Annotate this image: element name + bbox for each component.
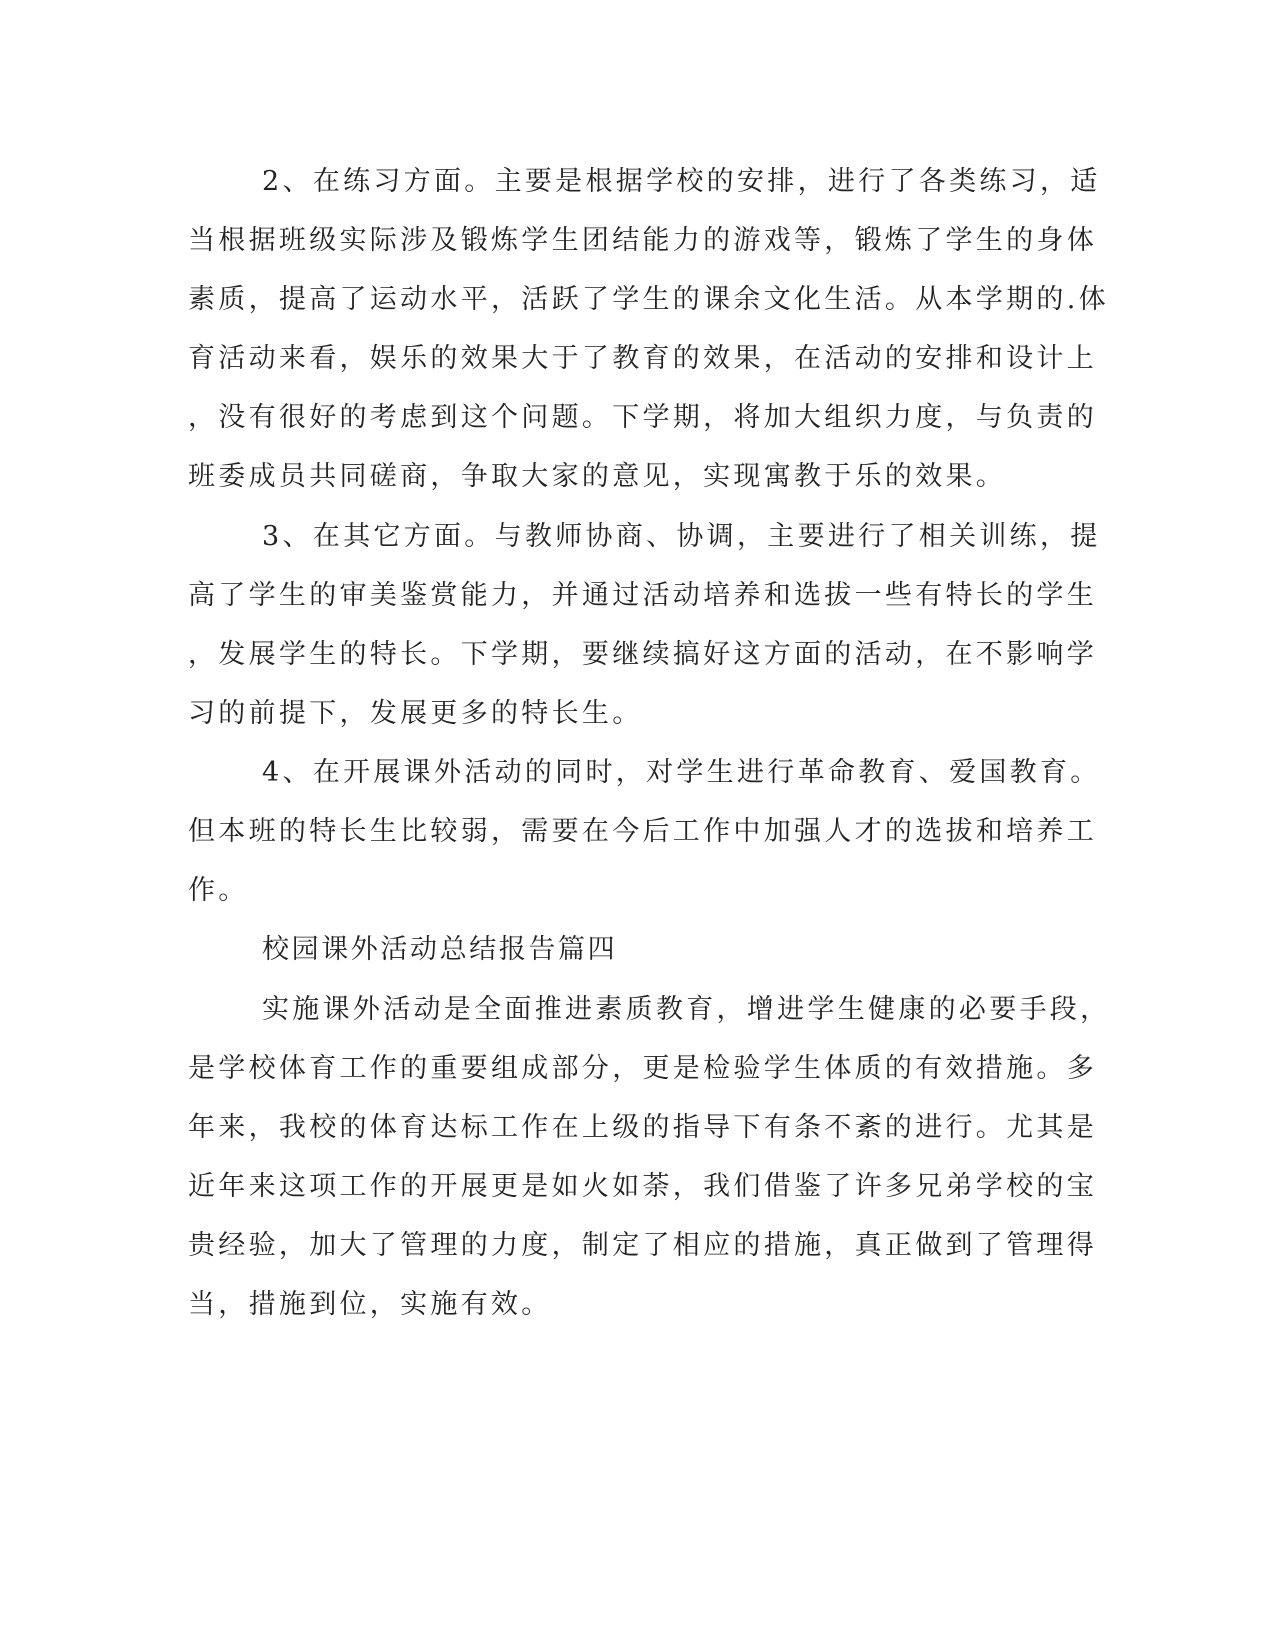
paragraph-line: 当，措施到位，实施有效。 [188, 1289, 552, 1320]
paragraph-line: 3、在其它方面。与教师协商、协调，主要进行了相关训练，提 [262, 521, 1101, 552]
paragraph-line: 班委成员共同磋商，争取大家的意见，实现寓教于乐的效果。 [188, 461, 1007, 492]
paragraph-line: ，没有很好的考虑到这个问题。下学期，将加大组织力度，与负责的 [188, 402, 1097, 433]
paragraph-line: 4、在开展课外活动的同时，对学生进行革命教育、爱国教育。 [262, 757, 1101, 788]
section-heading: 校园课外活动总结报告篇四 [262, 934, 618, 965]
paragraph-line: 年来，我校的体育达标工作在上级的指导下有条不紊的进行。尤其是 [188, 1112, 1097, 1143]
paragraph-line: 素质，提高了运动水平，活跃了学生的课余文化生活。从本学期的.体 [188, 284, 1109, 315]
paragraph-line: 2、在练习方面。主要是根据学校的安排，进行了各类练习，适 [262, 166, 1101, 197]
paragraph-line: 当根据班级实际涉及锻炼学生团结能力的游戏等，锻炼了学生的身体 [188, 225, 1097, 256]
paragraph-line: 习的前提下，发展更多的特长生。 [188, 698, 643, 729]
paragraph-line: ，发展学生的特长。下学期，要继续搞好这方面的活动，在不影响学 [188, 639, 1097, 670]
paragraph-line: 作。 [188, 875, 249, 906]
paragraph-line: 实施课外活动是全面推进素质教育，增进学生健康的必要手段， [262, 994, 1111, 1025]
paragraph-line: 贵经验，加大了管理的力度，制定了相应的措施，真正做到了管理得 [188, 1230, 1097, 1261]
paragraph-line: 高了学生的审美鉴赏能力，并通过活动培养和选拔一些有特长的学生 [188, 580, 1097, 611]
paragraph-line: 育活动来看，娱乐的效果大于了教育的效果，在活动的安排和设计上 [188, 343, 1097, 374]
paragraph-line: 但本班的特长生比较弱，需要在今后工作中加强人才的选拔和培养工 [188, 816, 1097, 847]
paragraph-line: 是学校体育工作的重要组成部分，更是检验学生体质的有效措施。多 [188, 1053, 1097, 1084]
paragraph-line: 近年来这项工作的开展更是如火如荼，我们借鉴了许多兄弟学校的宝 [188, 1171, 1097, 1202]
